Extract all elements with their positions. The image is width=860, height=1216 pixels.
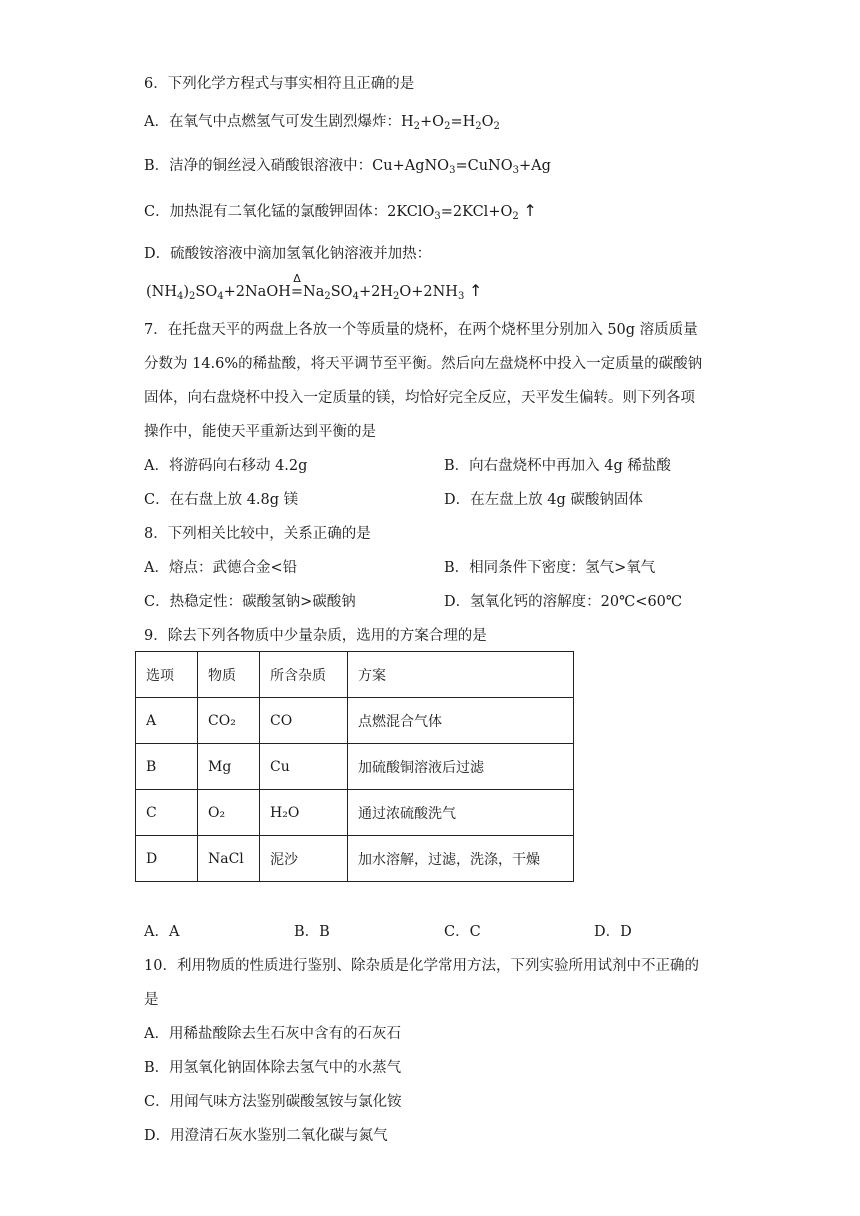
up-arrow-icon: ↑ — [468, 281, 483, 300]
q9-table — [135, 651, 574, 882]
table-row — [136, 790, 574, 836]
q9-option-a: A．A — [144, 924, 180, 940]
q6-option-a — [144, 112, 500, 132]
q6-option-b — [144, 156, 551, 176]
table-row — [136, 836, 574, 882]
q9-option-d: D．D — [594, 924, 632, 940]
delta-equals-sign: Δ = — [290, 272, 304, 300]
q10-option-a: A．用稀盐酸除去生石灰中含有的石灰石 — [144, 1026, 401, 1042]
q10-option-b: B．用氢氧化钠固体除去氢气中的水蒸气 — [144, 1060, 402, 1076]
table-row — [136, 698, 574, 744]
q7-option-b: B．向右盘烧杯中再加入 4g 稀盐酸 — [444, 458, 671, 474]
q8-option-b: B．相同条件下密度：氢气>氧气 — [444, 560, 656, 576]
q10-line-2: 是 — [144, 992, 159, 1008]
q6-stem: 6．下列化学方程式与事实相符且正确的是 — [144, 76, 415, 92]
table-cell: Cu — [260, 744, 348, 790]
q7-option-a: A．将游码向右移动 4.2g — [144, 458, 308, 474]
q8-option-a: A．熔点：武德合金<铅 — [144, 560, 298, 576]
q6-option-c-equation: $2KClO_3=2KCl+O_2$ ↑ — [387, 201, 537, 222]
q7-option-d: D．在左盘上放 4g 碳酸钠固体 — [444, 492, 643, 508]
q6-option-a-text: A．在氧气中点燃氢气可发生剧烈爆炸： — [144, 114, 401, 130]
q6-option-d: D．硫酸铵溶液中滴加氢氧化钠溶液并加热： — [144, 246, 432, 262]
table-header-cell: 方案 — [348, 652, 574, 698]
table-header-cell: 所含杂质 — [260, 652, 348, 698]
q10-option-c: C．用闻气味方法鉴别碳酸氢铵与氯化铵 — [144, 1094, 402, 1110]
q7-line-1: 7．在托盘天平的两盘上各放一个等质量的烧杯，在两个烧杯里分别加入 50g 溶质质量 — [144, 322, 698, 338]
q10-option-d: D．用澄清石灰水鉴别二氧化碳与氮气 — [144, 1128, 388, 1144]
q8-option-d: D．氢氧化钙的溶解度：20℃<60℃ — [444, 594, 683, 610]
table-header-row — [136, 652, 574, 698]
table-cell: CO — [260, 698, 348, 744]
table-cell: 加水溶解，过滤，洗涤，干燥 — [348, 836, 574, 882]
table-cell: H₂O — [260, 790, 348, 836]
table-cell: 加硫酸铜溶液后过滤 — [348, 744, 574, 790]
table-header-cell: 物质 — [198, 652, 260, 698]
q6-option-a-equation: $H_2+O_2=H_2O_2$ — [400, 114, 500, 132]
table-cell: 通过浓硫酸洗气 — [348, 790, 574, 836]
q9-option-c: C．C — [444, 924, 481, 940]
table-cell: 泥沙 — [260, 836, 348, 882]
q6-option-d-equation: $(NH_4)_2SO_4+2NaOH$ Δ $=Na_2SO_4+2H_2O+2NH_3$ ↑ — [146, 272, 483, 302]
q10-line-1: 10．利用物质的性质进行鉴别、除杂质是化学常用方法，下列实验所用试剂中不正确的 — [144, 958, 699, 974]
q7-line-4: 操作中，能使天平重新达到平衡的是 — [144, 424, 376, 440]
q7-option-c: C．在右盘上放 4.8g 镁 — [144, 492, 299, 508]
q6-option-b-text: B．洁净的铜丝浸入硝酸银溶液中： — [144, 158, 373, 174]
table-cell: CO₂ — [198, 698, 260, 744]
q9-option-b: B．B — [294, 924, 330, 940]
table-header-cell: 选项 — [136, 652, 198, 698]
q6-option-c — [144, 201, 537, 222]
table-cell: B — [136, 744, 198, 790]
table-cell: O₂ — [198, 790, 260, 836]
table-row — [136, 744, 574, 790]
table-cell: C — [136, 790, 198, 836]
q9-stem: 9．除去下列各物质中少量杂质，选用的方案合理的是 — [144, 628, 487, 644]
table-cell: D — [136, 836, 198, 882]
table-cell: A — [136, 698, 198, 744]
table-cell: Mg — [198, 744, 260, 790]
q8-option-c: C．热稳定性：碳酸氢钠>碳酸钠 — [144, 594, 356, 610]
up-arrow-icon: ↑ — [523, 201, 537, 220]
q8-stem: 8．下列相关比较中，关系正确的是 — [144, 526, 371, 542]
q7-line-3: 固体，向右盘烧杯中投入一定质量的镁，均恰好完全反应，天平发生偏转。则下列各项 — [144, 390, 695, 406]
q7-line-2: 分数为 14.6%的稀盐酸，将天平调节至平衡。然后向左盘烧杯中投入一定质量的碳酸钠 — [144, 356, 703, 372]
q6-option-b-equation: Cu+AgNO$_3$=CuNO$_3$+Ag — [372, 158, 551, 176]
table-cell: NaCl — [198, 836, 260, 882]
table-cell: 点燃混合气体 — [348, 698, 574, 744]
q6-option-c-text: C．加热混有二氧化锰的氯酸钾固体： — [144, 204, 388, 220]
